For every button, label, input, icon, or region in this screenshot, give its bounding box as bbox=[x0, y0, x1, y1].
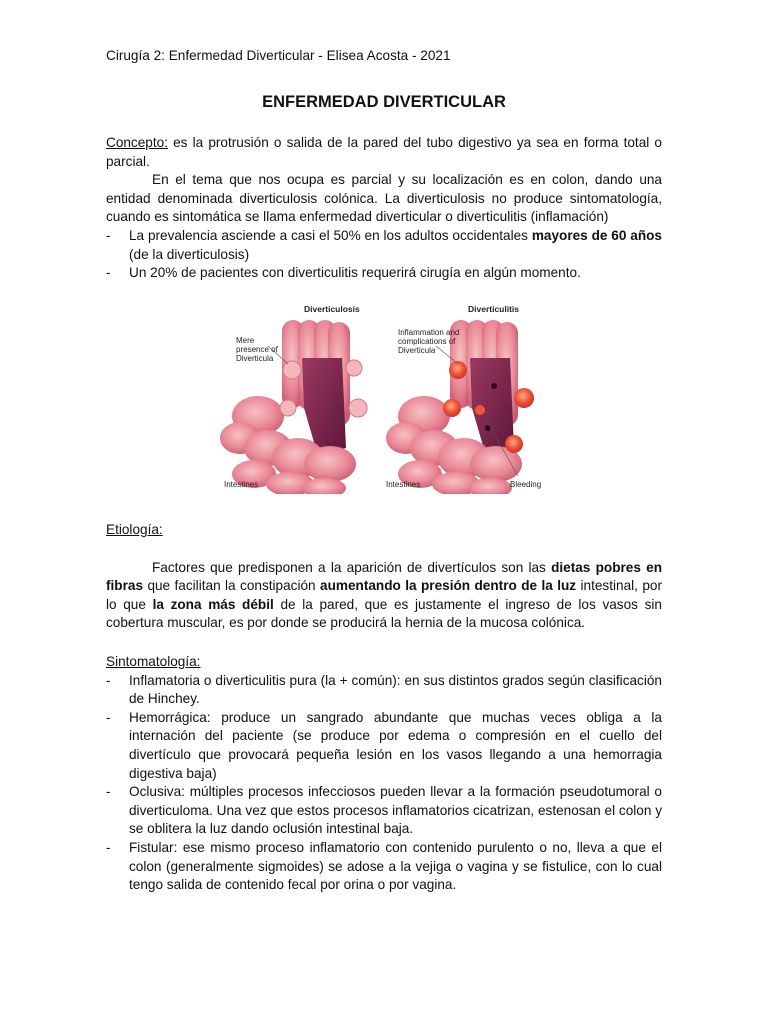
sintomatologia-section bbox=[106, 653, 662, 895]
colon-illustration-graphic bbox=[218, 298, 552, 494]
concepto-paragraph bbox=[106, 134, 662, 171]
sintomatologia-label: Sintomatología: bbox=[106, 654, 201, 669]
emphasis: la zona más débil bbox=[152, 596, 274, 612]
etiologia-label: Etiología: bbox=[106, 522, 163, 537]
document-header: Cirugía 2: Enfermedad Diverticular - Elisea Acosta - 2021 bbox=[106, 48, 451, 63]
figure-note-right: Inflammation and complications of Diverticula bbox=[398, 328, 460, 355]
figure-label-intestines-right: Intestines bbox=[386, 480, 421, 489]
concepto-section bbox=[106, 134, 662, 283]
figure-label-diverticulitis: Diverticulitis bbox=[468, 304, 520, 314]
concepto-text: es la protrusión o salida de la pared del tubo digestivo ya sea en forma total o parcial. bbox=[106, 135, 662, 169]
list-item: - La prevalencia asciende a casi el 50% en los adultos occidentales mayores de 60 años (de la diverticulosis) bbox=[106, 227, 662, 262]
concepto-label: Concepto: bbox=[106, 135, 168, 150]
etiologia-paragraph: Factores que predisponen a la aparición de divertículos son las dietas pobres en fibras que facilitan la constipación aumentando la presión dentro de la luz intestinal, por lo que la zona más débil de la pared, que es justamente el ingreso de los vasos sin cobertura muscular, es por donde se producirá la hernia de la mucosa colónica. bbox=[106, 559, 662, 631]
emphasis: aumentando la presión dentro de la luz bbox=[320, 578, 577, 594]
etiologia-section bbox=[106, 521, 662, 633]
list-dash: - bbox=[106, 265, 111, 281]
page-title: ENFERMEDAD DIVERTICULAR bbox=[262, 93, 506, 111]
emphasis: dietas pobres en fibras bbox=[106, 559, 662, 594]
list-item: - Hemorrágica: produce un sangrado abundante que muchas veces obliga a la internación del paciente (se produce por edema o compresión en el cuello del divertículo que provocará pequeña lesión en los vasos llegando a una hemorragia digestiva baja) bbox=[106, 709, 662, 781]
emphasis: mayores de 60 años bbox=[531, 227, 662, 243]
diverticulosis-illustration bbox=[218, 298, 552, 494]
list-item: - Inflamatoria o diverticulitis pura (la + común): en sus distintos grados según clasificación de Hinchey. bbox=[106, 672, 662, 707]
figure-label-bleeding: Bleeding bbox=[510, 480, 542, 489]
list-item: - Oclusiva: múltiples procesos infecciosos pueden llevar a la formación pseudotumoral o diverticuloma. Una vez que estos procesos inflamatorios cicatrizan, estenosan el colon y se oblitera la luz dando oclusión intestinal baja. bbox=[106, 784, 662, 837]
figure-label-diverticulosis: Diverticulosis bbox=[304, 304, 360, 314]
list-dash: - bbox=[106, 227, 111, 243]
figure-note-left: Mere presence of Diverticula bbox=[236, 336, 278, 363]
concepto-paragraph-2: En el tema que nos ocupa es parcial y su localización es en colon, dando una entidad denominada diverticulosis colónica. La diverticulosis no produce sintomatología, cuando es sintomática se llama enfermedad diverticular o diverticulitis (inflamación) bbox=[106, 172, 662, 225]
list-item: - Fistular: ese mismo proceso inflamatorio con contenido purulento o no, lleva a que el colon (generalmente sigmoides) se adose a la vejiga o vagina y se fistulice, con lo cual tengo salida de contenido fecal por orina o por vagina. bbox=[106, 839, 662, 893]
figure-label-intestines-left: Intestines bbox=[224, 480, 259, 489]
list-item: - Un 20% de pacientes con diverticulitis requerirá cirugía en algún momento. bbox=[106, 264, 662, 283]
